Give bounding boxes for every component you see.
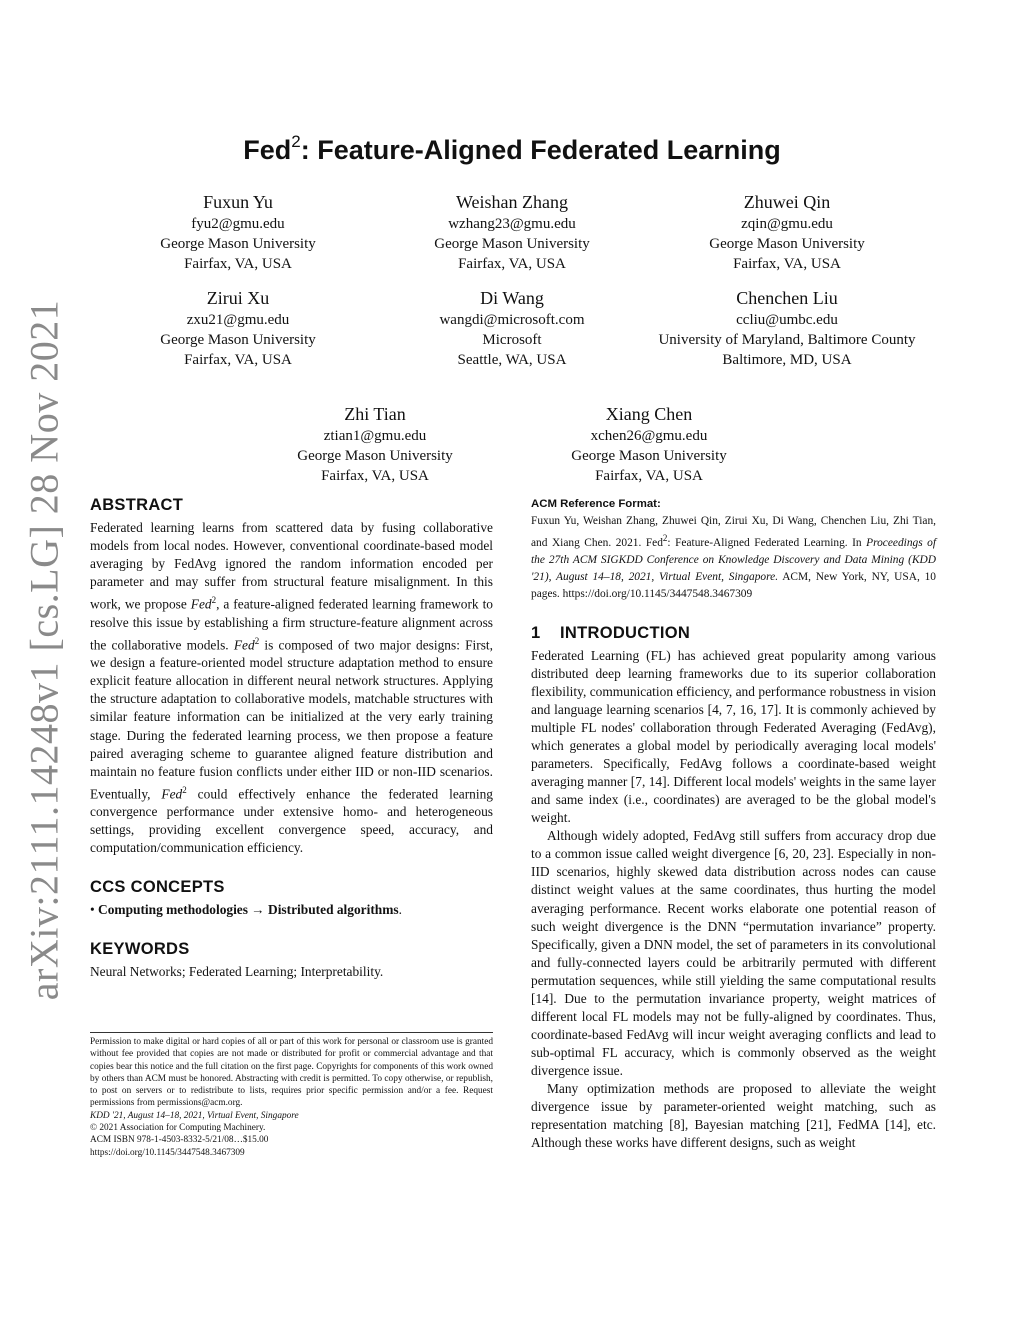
arxiv-id: arXiv:2111.14248v1 [cs.LG] 28 Nov 2021 (21, 299, 67, 1001)
author-email[interactable]: zxu21@gmu.edu (186, 312, 290, 328)
author-location: Fairfax, VA, USA (733, 256, 841, 272)
author-email[interactable]: ccliu@umbc.edu (736, 312, 838, 328)
author-email[interactable]: fyu2@gmu.edu (191, 216, 285, 232)
author-email[interactable]: wangdi@microsoft.com (439, 312, 585, 328)
ccs-concepts: • Computing methodologies → Distributed algorithms. (90, 902, 402, 918)
intro-paragraph: Federated Learning (FL) has achieved great popularity among various distributed deep learning frameworks due to its superior collaboration flexibility, communication efficiency, and performance robustness in vision and language learning scenarios [4, 7, 16, 17]. It is commonly achieved by multiple FL nodes' collaboration through Federated Averaging (FedAvg), which generates a global model by periodically averaging local models' parameters. Specifically, FedAvg follows a coordinate-based weight averaging manner [7, 14]. Different local models' weights in the same layer and same index (i.e., coordinates) are averaged to be the global model's weight. (531, 647, 936, 826)
ccs-heading: CCS CONCEPTS (90, 878, 225, 897)
author-affiliation: George Mason University (709, 236, 865, 252)
author-block (225, 402, 525, 486)
author-name: Weishan Zhang (455, 192, 569, 212)
author-email[interactable]: ztian1@gmu.edu (323, 428, 427, 444)
left-column (90, 496, 493, 981)
paper-title: Fed$^2$: Feature-Aligned Federated Learning (243, 132, 781, 165)
author-name: Fuxun Yu (203, 192, 273, 212)
author-block (362, 190, 662, 274)
author-affiliation: George Mason University (571, 448, 727, 464)
copyright-line: © 2021 Association for Computing Machinery. (90, 1123, 266, 1134)
keywords-heading: KEYWORDS (90, 940, 190, 959)
intro-paragraph: Although widely adopted, FedAvg still suffers from accuracy drop due to a common issue called weight divergence [6, 20, 23]. Especially in non-IID scenarios, highly skewed data distribution across nodes can cause distinct weight values at the same coordinates, thus hurting the model averaging performance. Recent works elaborate one potential reason of such weight divergence is the DNN “permutation invariance” property. Specifically, given a DNN model, the set of parameters in its convolutional and fully-connected layers could be arbitrarily permuted with different permutation sequences, while still yielding the same computational results [14]. Due to the permutation invariance property, weight matrices of different local FL models may not be fully-aligned by coordinates. Thus, coordinate-based FedAvg will incur weight averaging conflicts and lead to sub-optimal FL accuracy, which is commonly observed as the weight divergence issue. (531, 828, 936, 1078)
author-email[interactable]: xchen26@gmu.edu (590, 428, 708, 444)
venue-line: KDD '21, August 14–18, 2021, Virtual Event, Singapore (90, 1110, 299, 1121)
author-location: Fairfax, VA, USA (458, 256, 566, 272)
acm-reference-text: Fuxun Yu, Weishan Zhang, Zhuwei Qin, Zirui Xu, Di Wang, Chenchen Liu, Zhi Tian, and Xiang Chen. 2021. Fed$^2$: Feature-Aligned Federated Learning. In Proceedings of the 27th ACM SIGKDD Conference on Knowledge Discovery and Data Mining (KDD '21), August 14–18, 2021, Virtual Event, Singapore. ACM, New York, NY, USA, 10 pages. https://doi.org/10.1145/3447548.3467309 (531, 515, 937, 600)
doi-link[interactable]: https://doi.org/10.1145/3447548.3467309 (90, 1147, 245, 1158)
author-name: Zhuwei Qin (743, 192, 831, 212)
author-affiliation: George Mason University (297, 448, 453, 464)
author-block (499, 402, 799, 486)
author-block (88, 190, 388, 274)
author-affiliation: George Mason University (160, 332, 316, 348)
introduction-heading: 1 INTRODUCTION (531, 623, 691, 642)
author-name: Zhi Tian (344, 404, 406, 424)
abstract-heading: ABSTRACT (90, 496, 184, 514)
author-location: Fairfax, VA, USA (321, 468, 429, 484)
author-name: Xiang Chen (605, 404, 693, 424)
author-affiliation: Microsoft (482, 332, 542, 348)
author-affiliation: George Mason University (160, 236, 316, 252)
keywords-text: Neural Networks; Federated Learning; Interpretability. (90, 964, 384, 980)
author-location: Fairfax, VA, USA (184, 352, 292, 368)
author-affiliation: George Mason University (434, 236, 590, 252)
author-email[interactable]: zqin@gmu.edu (741, 216, 833, 232)
author-name: Chenchen Liu (736, 288, 838, 308)
author-name: Di Wang (480, 288, 544, 308)
author-location: Seattle, WA, USA (457, 352, 567, 368)
right-column (531, 496, 936, 1152)
author-block (362, 286, 662, 370)
abstract-text: Federated learning learns from scattered data by fusing collaborative models from local nodes. However, conventional coordinate-based model averaging by FedAvg ignored the random information encoded per parameter and may suffer from structural feature misalignment. In this work, we propose Fed$^2$, a feature-aligned federated learning framework to resolve this issue by establishing a firm structure-feature alignment across the collaborative models. Fed$^2$ is composed of two major designs: First, we design a feature-oriented model structure adaptation method to ensure explicit feature allocation in different neural network structures. Applying the structure adaptation to collaborative models, matchable structures with similar feature information can be initialized at the very early training stage. During the federated learning process, we then propose a feature paired averaging scheme to guarantee aligned feature distribution and maintain no feature fusion conflicts under either IID or non-IID scenarios. Eventually, Fed$^2$ could effectively enhance the federated learning convergence performance under extensive homo- and heterogeneous settings, providing excellent convergence speed, accuracy, and computation/communication efficiency. (90, 520, 494, 856)
permission-footnote (90, 1032, 493, 1159)
author-affiliation: University of Maryland, Baltimore County (658, 332, 916, 348)
author-location: Fairfax, VA, USA (184, 256, 292, 272)
intro-paragraph: Many optimization methods are proposed to alleviate the weight divergence issue by parameter-oriented weight matching, such as representation matching [8], Bayesian matching [21], FedMA [14], etc. Although these works have different designs, such as weight (531, 1080, 936, 1151)
author-location: Baltimore, MD, USA (722, 352, 852, 368)
author-location: Fairfax, VA, USA (595, 468, 703, 484)
permission-notice: Permission to make digital or hard copies of all or part of this work for personal or classroom use is granted without fee provided that copies are not made or distributed for profit or commercial advantage and that copies bear this notice and the full citation on the first page. Copyrights for components of this work owned by others than ACM must be honored. Abstracting with credit is permitted. To copy otherwise, or republish, to post on servers or to redistribute to lists, requires prior specific permission and/or a fee. Request permissions from permissions@acm.org. (90, 1037, 493, 1109)
author-block (644, 286, 930, 370)
acm-reference (531, 496, 936, 603)
acm-reference-heading: ACM Reference Format: (531, 498, 661, 510)
author-name: Zirui Xu (206, 288, 270, 308)
author-block (637, 190, 937, 274)
author-block (88, 286, 388, 370)
isbn-line: ACM ISBN 978-1-4503-8332-5/21/08…$15.00 (90, 1135, 269, 1146)
author-email[interactable]: wzhang23@gmu.edu (448, 216, 576, 232)
